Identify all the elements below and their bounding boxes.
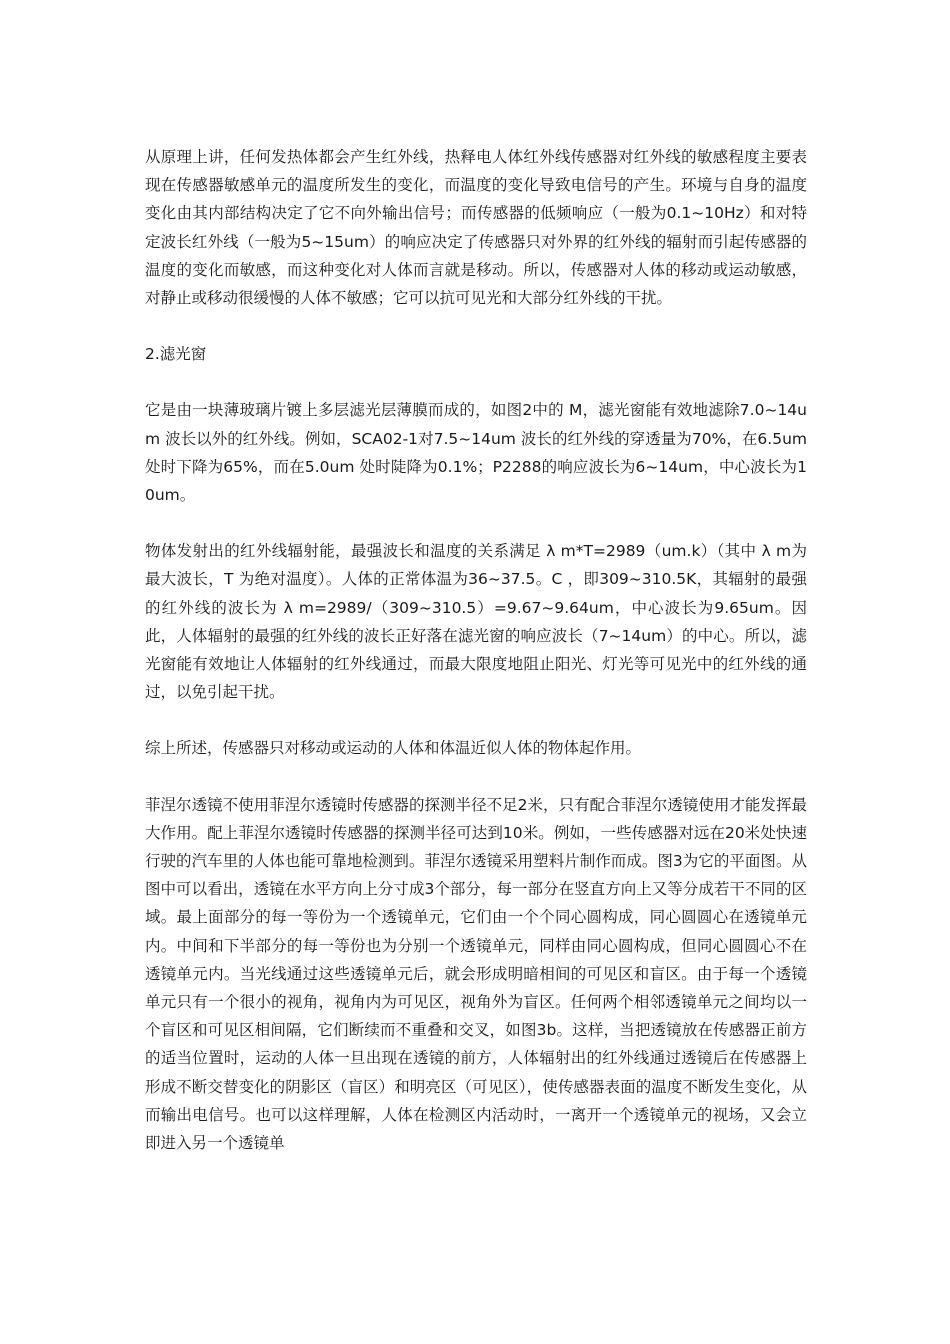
paragraph-fresnel-lens: 菲涅尔透镜不使用菲涅尔透镜时传感器的探测半径不足2米，只有配合菲涅尔透镜使用才能发挥最大作用。配上菲涅尔透镜时传感器的探测半径可达到10米。例如，一些传感器对远在20米处快速行驶的汽车里的人体也能可靠地检测到。菲涅尔透镜采用塑料片制作而成。图3为它的平面图。从图中可以看出，透镜在水平方向上分寸成3个部分，每一部分在竖直方向上又等分成若干不同的区域。最上面部分的每一等份为一个透镜单元，它们由一个个同心圆构成，同心圆圆心在透镜单元内。中间和下半部分的每一等份也为分别一个透镜单元，同样由同心圆构成，但同心圆圆心不在透镜单元内。当光线通过这些透镜单元后，就会形成明暗相间的可见区和盲区。由于每一个透镜单元只有一个很小的视角，视角内为可见区，视角外为盲区。任何两个相邻透镜单元之间均以一个盲区和可见区相间隔，它们断续而不重叠和交叉，如图3b。这样，当把透镜放在传感器正前方的适当位置时，运动的人体一旦出现在透镜的前方，人体辐射出的红外线通过透镜后在传感器上形成不断交替变化的阴影区（盲区）和明亮区（可见区），使传感器表面的温度不断发生变化，从而输出电信号。也可以这样理解，人体在检测区内活动时，一离开一个透镜单元的视场，又会立即进入另一个透镜单 [145, 795, 807, 1153]
paragraph-summary: 综上所述，传感器只对移动或运动的人体和体温近似人体的物体起作用。 [145, 739, 642, 758]
paragraph-principle: 从原理上讲，任何发热体都会产生红外线，热释电人体红外线传感器对红外线的敏感程度主要表现在传感器敏感单元的温度所发生的变化，而温度的变化导致电信号的产生。环境与自身的温度变化由其内部结构决定了它不向外输出信号；而传感器的低频响应（一般为0.1~10Hz）和对特定波长红外线（一般为5~15um）的响应决定了传感器只对外界的红外线的辐射而引起传感器的温度的变化而敏感，而这种变化对人体而言就是移动。所以，传感器对人体的移动或运动敏感，对静止或移动很缓慢的人体不敏感；它可以抗可见光和大部分红外线的干扰。 [145, 148, 807, 308]
document-body [145, 143, 807, 1157]
section-heading-filter-window: 2.滤光窗 [145, 345, 207, 364]
paragraph-filter-window: 它是由一块薄玻璃片镀上多层滤光层薄膜而成的，如图2中的 M，滤光窗能有效地滤除7.0~14um 波长以外的红外线。例如，SCA02-1对7.5~14um 波长的红外线的穿透量为70%，在6.5um 处时下降为65%，而在5.0um 处时陡降为0.1%；P2288的响应波长为6~14um，中心波长为10um。 [145, 401, 807, 505]
paragraph-wavelength: 物体发射出的红外线辐射能，最强波长和温度的关系满足 λ m*T=2989（um.k）（其中 λ m为最大波长，T 为绝对温度）。人体的正常体温为36~37.5。C ，即309~310.5K，其辐射的最强的红外线的波长为 λ m=2989/（309~310.5）=9.67~9.64um，中心波长为9.65um。因此，人体辐射的最强的红外线的波长正好落在滤光窗的响应波长（7~14um）的中心。所以，滤光窗能有效地让人体辐射的红外线通过，而最大限度地阻止阳光、灯光等可见光中的红外线的通过，以免引起干扰。 [145, 542, 807, 702]
